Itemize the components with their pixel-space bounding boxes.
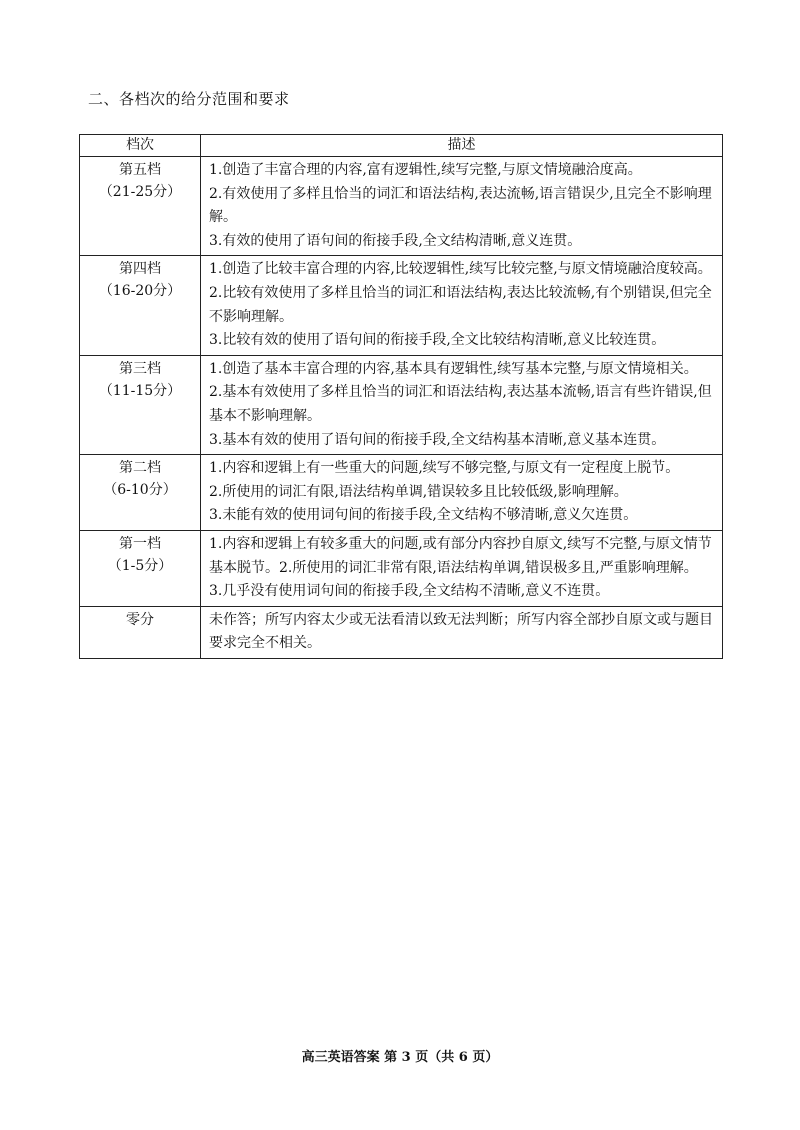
header-level: 档次 bbox=[80, 135, 201, 157]
level-range: （16-20分） bbox=[98, 283, 182, 300]
table-row bbox=[80, 606, 723, 658]
page-footer: 高三英语答案 第 3 页（共 6 页） bbox=[301, 1050, 499, 1065]
desc-item: 1.创造了比较丰富合理的内容,比较逻辑性,续写比较完整,与原文情境融洽度较高。 bbox=[209, 261, 712, 278]
desc-item: 1.内容和逻辑上有较多重大的问题,或有部分内容抄自原文,续写不完整,与原文情节基本脱节。2.所使用的词汇非常有限,语法结构单调,错误极多且,严重影响理解。 bbox=[209, 535, 712, 576]
desc-item: 3.基本有效的使用了语句间的衔接手段,全文结构基本清晰,意义基本连贯。 bbox=[209, 431, 666, 448]
desc-item: 3.几乎没有使用词句间的衔接手段,全文结构不清晰,意义不连贯。 bbox=[209, 583, 610, 600]
level-range: （21-25分） bbox=[98, 184, 182, 200]
grading-table bbox=[79, 134, 723, 659]
desc-item: 3.未能有效的使用词句间的衔接手段,全文结构不够清晰,意义欠连贯。 bbox=[209, 507, 638, 524]
header-desc: 描述 bbox=[201, 135, 723, 157]
desc-item: 2.所使用的词汇有限,语法结构单调,错误较多且比较低级,影响理解。 bbox=[209, 483, 628, 500]
table-row bbox=[80, 256, 723, 355]
desc-item: 2.基本有效使用了多样且恰当的词汇和语法结构,表达基本流畅,语言有些许错误,但基本不影响理解。 bbox=[209, 384, 712, 424]
level-name: 第一档 bbox=[119, 535, 161, 552]
level-name: 第五档 bbox=[119, 162, 161, 178]
level-cell bbox=[80, 455, 201, 531]
desc-cell bbox=[201, 355, 723, 454]
level-name: 零分 bbox=[126, 611, 154, 628]
desc-cell bbox=[201, 157, 723, 256]
table-row bbox=[80, 157, 723, 256]
level-cell bbox=[80, 530, 201, 606]
level-range: （11-15分） bbox=[98, 382, 182, 399]
level-range: （6-10分） bbox=[103, 482, 177, 499]
section-heading: 二、各档次的给分范围和要求 bbox=[88, 90, 290, 108]
desc-item: 3.有效的使用了语句间的衔接手段,全文结构清晰,意义连贯。 bbox=[209, 232, 582, 249]
table-row bbox=[80, 455, 723, 531]
desc-cell bbox=[201, 606, 723, 658]
table-header-row bbox=[80, 135, 723, 157]
level-cell bbox=[80, 157, 201, 256]
level-name: 第四档 bbox=[119, 261, 161, 278]
desc-item: 2.比较有效使用了多样且恰当的词汇和语法结构,表达比较流畅,有个别错误,但完全不影响理解。 bbox=[209, 284, 712, 325]
desc-item: 1.创造了基本丰富合理的内容,基本具有逻辑性,续写基本完整,与原文情境相关。 bbox=[209, 360, 698, 377]
desc-cell bbox=[201, 530, 723, 606]
desc-item: 1.内容和逻辑上有一些重大的问题,续写不够完整,与原文有一定程度上脱节。 bbox=[209, 460, 680, 477]
level-cell bbox=[80, 355, 201, 454]
level-cell bbox=[80, 606, 201, 658]
desc-item: 3.比较有效的使用了语句间的衔接手段,全文比较结构清晰,意义比较连贯。 bbox=[209, 332, 666, 349]
desc-cell bbox=[201, 256, 723, 355]
table-row bbox=[80, 355, 723, 454]
level-range: （1-5分） bbox=[107, 557, 173, 574]
level-cell bbox=[80, 256, 201, 355]
desc-cell bbox=[201, 455, 723, 531]
table-row bbox=[80, 530, 723, 606]
desc-item: 2.有效使用了多样且恰当的词汇和语法结构,表达流畅,语言错误少,且完全不影响理解。 bbox=[209, 185, 712, 226]
level-name: 第三档 bbox=[119, 360, 161, 377]
level-name: 第二档 bbox=[119, 460, 161, 477]
desc-item: 未作答；所写内容太少或无法看清以致无法判断；所写内容全部抄自原文或与题目要求完全不相关。 bbox=[209, 611, 713, 652]
desc-item: 1.创造了丰富合理的内容,富有逻辑性,续写完整,与原文情境融洽度高。 bbox=[209, 162, 642, 178]
